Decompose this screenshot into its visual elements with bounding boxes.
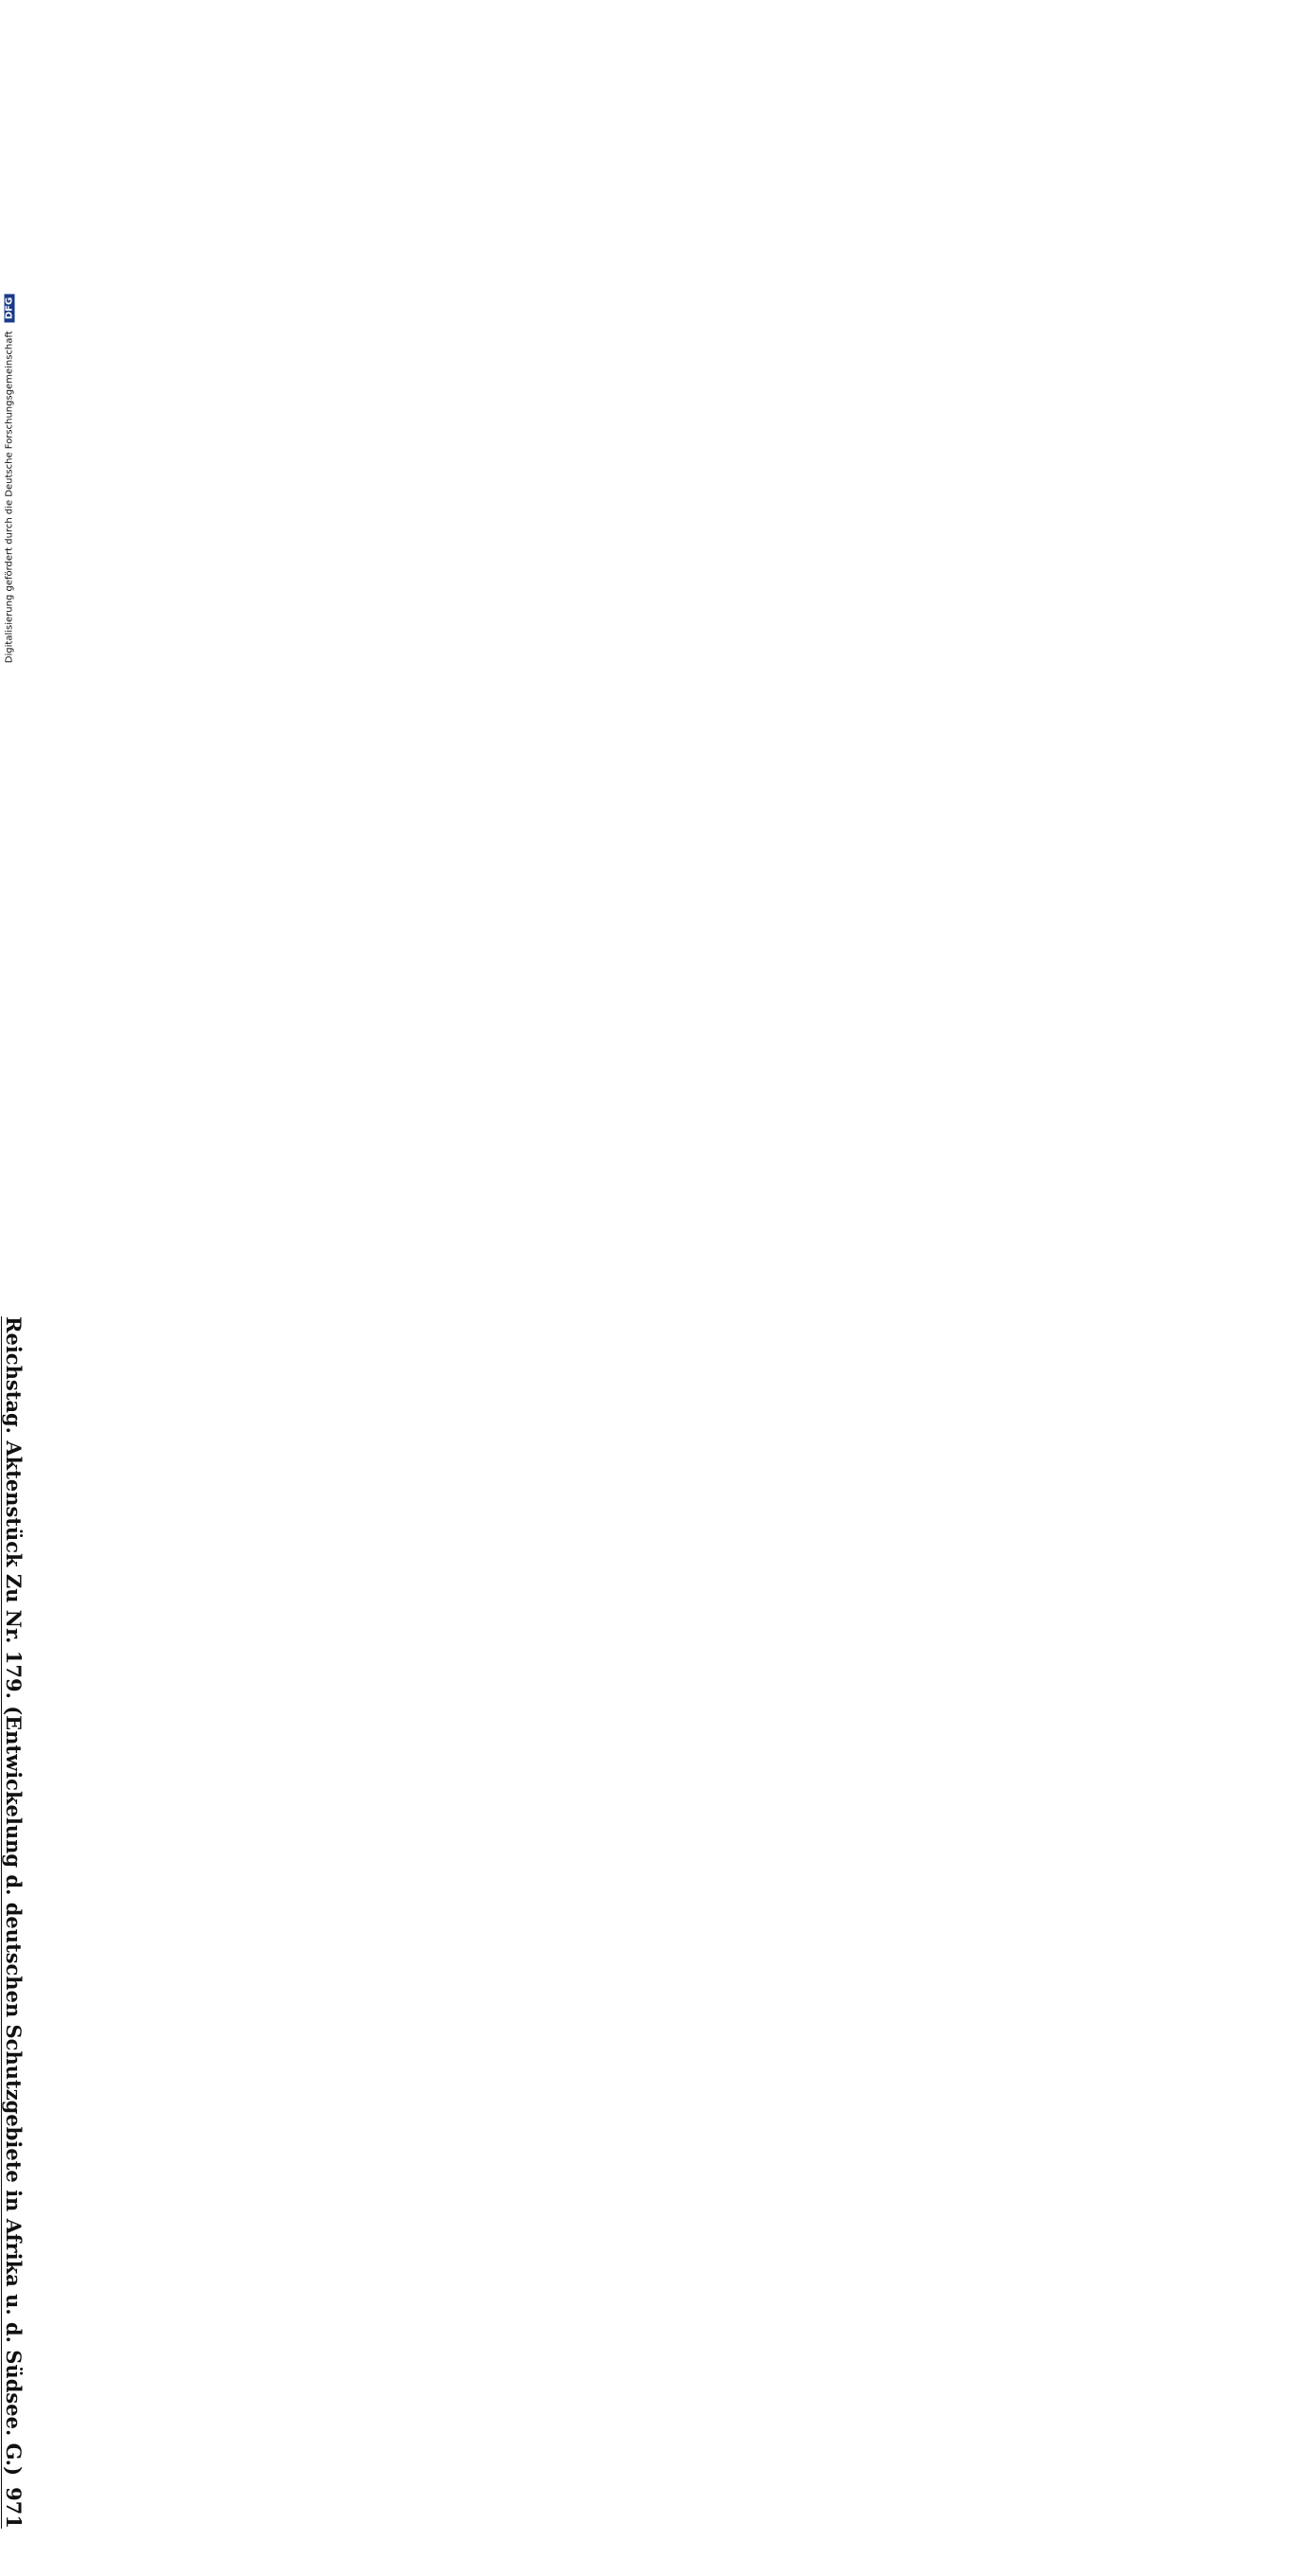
rotated-page [0,1288,47,2576]
dfg-credit [5,15,15,943]
dfg-logo: DFG [5,295,15,322]
page-header [0,1316,40,2529]
page-number: 971 [2,2487,26,2529]
dfg-credit-text: Digitalisierung gefördert durch die Deutsche Forschungsgemeinschaft [4,331,15,664]
header-title: Reichstag. Aktenstück Zu Nr. 179. (Entwickelung d. deutschen Schutzgebiete in Afrika u. d. Südsee. G.) [2,1316,26,2477]
